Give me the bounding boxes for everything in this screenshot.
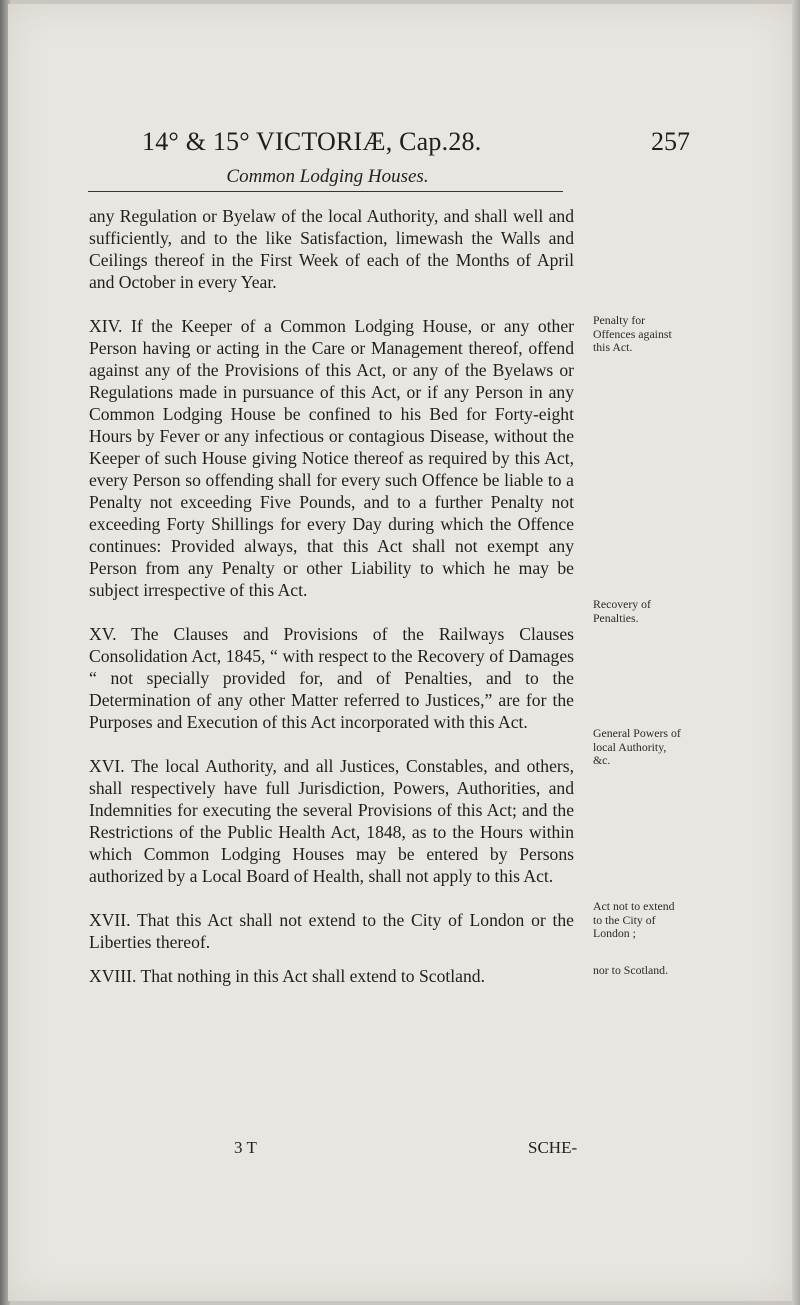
page-header bbox=[142, 127, 690, 161]
page-edge bbox=[792, 0, 800, 1305]
margin-note-scotland: nor to Scotland. bbox=[593, 963, 669, 977]
paragraph-section-15: XV. The Clauses and Provisions of the Railways Clauses Consolidation Act, 1845, “ with respect to the Recovery of Damages “ not specially provided for, and of Penalties, and to the Determination of any other Matter referred to Justices,” are for the Purposes and Execution of this Act incorporated with this Act. bbox=[89, 624, 574, 732]
catchword: SCHE- bbox=[528, 1138, 578, 1157]
subtitle-rule bbox=[88, 191, 563, 192]
margin-note-penalty: Penalty for Offences against this Act. bbox=[593, 313, 672, 354]
body-text bbox=[89, 205, 574, 987]
running-title: 14° & 15° VICTORIÆ, Cap.28. bbox=[142, 127, 482, 156]
paragraph-continuation: any Regulation or Byelaw of the local Authority, and shall well and sufficiently, and to the like Satisfaction, limewash the Walls and Ceilings thereof in the First Week of each of the Months of April and October in every Year. bbox=[89, 206, 574, 292]
section-subtitle: Common Lodging Houses. bbox=[226, 166, 429, 187]
signature-mark: 3 T bbox=[234, 1138, 257, 1157]
paragraph-section-17: XVII. That this Act shall not extend to the City of London or the Liberties thereof. bbox=[89, 910, 574, 952]
paragraph-section-18: XVIII. That nothing in this Act shall extend to Scotland. bbox=[89, 966, 485, 986]
page-number: 257 bbox=[651, 127, 690, 156]
margin-note-city-of-london: Act not to extend to the City of London ; bbox=[593, 899, 675, 940]
margin-note-general-powers: General Powers of local Authority, &c. bbox=[593, 726, 681, 767]
margin-note-recovery: Recovery of Penalties. bbox=[593, 597, 651, 625]
paragraph-section-16: XVI. The local Authority, and all Justices, Constables, and others, shall respectively have full Jurisdiction, Powers, Authorities, and Indemnities for executing the several Provisions of this Act; and the Restrictions of the Public Health Act, 1848, as to the Hours within which Common Lodging Houses may be entered by Persons authorized by a Local Board of Health, shall not apply to this Act. bbox=[89, 756, 574, 886]
paragraph-section-14: XIV. If the Keeper of a Common Lodging House, or any other Person having or acting in the Care or Management thereof, offend against any of the Provisions of this Act, or any of the Byelaws or Regulations made in pursuance of this Act, or if any Person in any Common Lodging House be confined to his Bed for Forty-eight Hours by Fever or any infectious or contagious Disease, without the Keeper of such House giving Notice thereof as required by this Act, every Person so offending shall for every such Offence be liable to a Penalty not exceeding Five Pounds, and to a further Penalty not exceeding Forty Shillings for every Day during which the Offence continues: Provided always, that this Act shall not exempt any Person from any Penalty or other Liability to which he may be subject irrespective of this Act. bbox=[89, 316, 574, 600]
